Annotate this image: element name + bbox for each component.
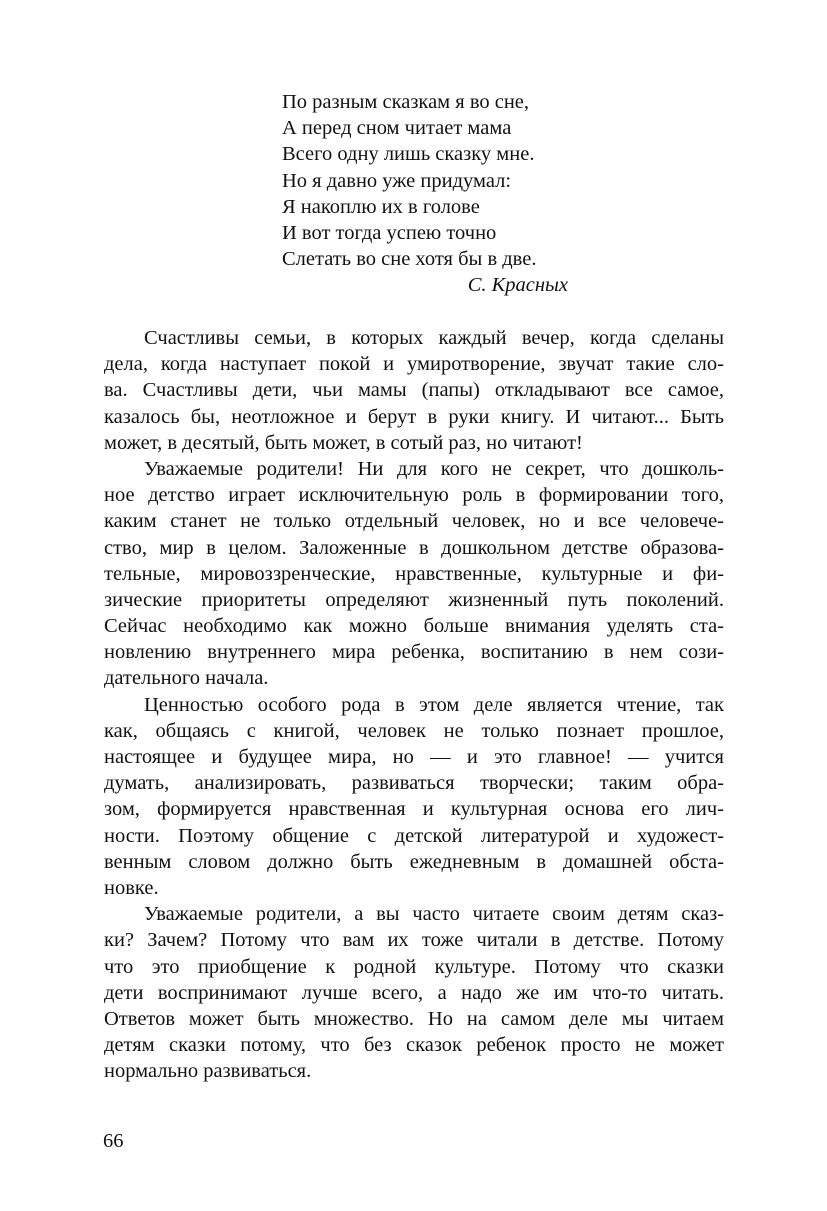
epigraph-poem [282,89,582,298]
poem-author: С. Красных [467,274,568,297]
text-line: ности. Поэтому общение с детской литературой и художест- [104,824,724,847]
text-line: казалось бы, неотложное и берут в руки книгу. И читают... Быть [104,405,724,428]
text-line: ки? Зачем? Потому что вам их тоже читали в детстве. Потому [104,929,724,952]
text-line: дательного начала. [104,667,269,690]
page-number: 66 [103,1130,124,1152]
body-text [104,325,724,1084]
paragraph [104,325,724,456]
poem-line: Всего одну лишь сказку мне. [282,143,535,166]
text-line: тельные, мировоззренческие, нравственные, культурные и фи- [104,562,724,585]
text-line: может, в десятый, быть может, в сотый раз, но читают! [104,431,583,454]
text-line: ное детство играет исключительную роль в формировании того, [104,484,724,507]
text-line: настоящее и будущее мира, но — и это главное! — учится [104,746,724,768]
poem-line: Но я давно уже придумал: [282,169,512,192]
text-line: новлению внутреннего мира ребенка, воспитанию в нем сози- [104,641,724,664]
text-line: Уважаемые родители! Ни для кого не секрет, что дошколь- [144,457,724,480]
text-line: ва. Счастливы дети, чьи мамы (папы) откладывают все самое, [104,379,724,402]
text-line: зом, формируется нравственная и культурная основа его лич- [104,798,724,821]
text-line: Ответов может быть множество. Но на самом деле мы читаем [104,1007,724,1030]
text-line: что это приобщение к родной культуре. Потому что сказки [104,955,724,978]
poem-line: Я накоплю их в голове [282,195,480,218]
text-line: венным словом должно быть ежедневным в домашней обста- [104,850,724,873]
text-line: думать, анализировать, развиваться творчески; таким обра- [104,772,724,795]
poem-line: А перед сном читает мама [282,117,512,140]
text-line: как, общаясь с книгой, человек не только познает прошлое, [104,719,724,742]
text-line: ство, мир в целом. Заложенные в дошкольном детстве образова- [104,536,724,559]
poem-line: По разным сказкам я во сне, [282,91,530,113]
text-line: дела, когда наступает покой и умиротворение, звучат такие сло- [104,353,724,376]
text-line: каким станет не только отдельный человек, но и все человече- [104,510,724,533]
paragraph [104,692,724,902]
text-line: нормально развиваться. [104,1060,312,1083]
text-line: Сейчас необходимо как можно больше внимания уделять ста- [104,615,724,638]
text-line: новке. [104,876,159,899]
poem-line: Слетать во сне хотя бы в две. [282,248,537,271]
text-line: дети воспринимают лучше всего, а надо же им что-то читать. [104,981,724,1004]
text-line: Уважаемые родители, а вы часто читаете своим детям сказ- [144,903,724,926]
text-line: Ценностью особого рода в этом деле является чтение, так [144,693,724,716]
paragraph [104,456,724,692]
text-line: Счастливы семьи, в которых каждый вечер, когда сделаны [144,327,724,349]
text-line: зические приоритеты определяют жизненный путь поколений. [104,588,724,611]
text-line: детям сказки потому, что без сказок ребенок просто не может [104,1034,724,1057]
poem-line: И вот тогда успею точно [282,221,497,244]
paragraph [104,901,724,1084]
